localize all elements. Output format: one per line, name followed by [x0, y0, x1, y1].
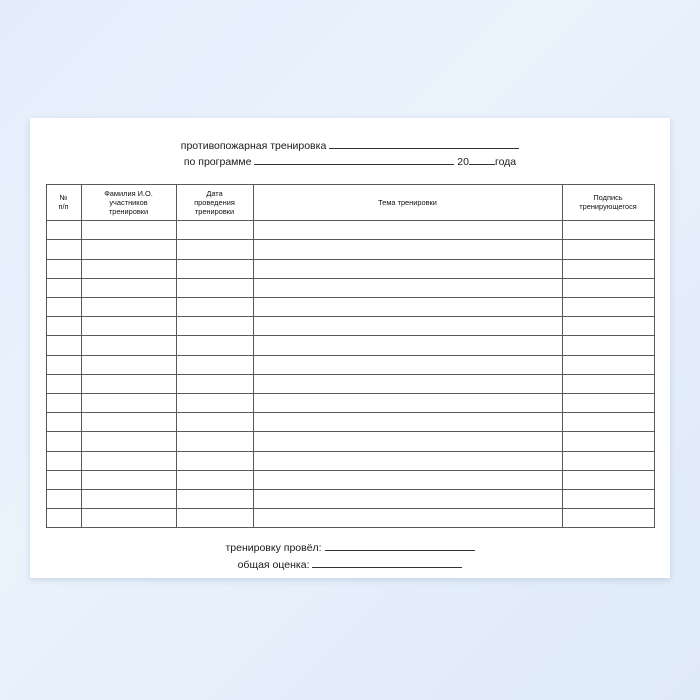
cell-number[interactable] [46, 432, 81, 451]
cell-topic[interactable] [253, 470, 562, 489]
cell-number[interactable] [46, 336, 81, 355]
cell-participant-name[interactable] [81, 317, 176, 336]
cell-topic[interactable] [253, 240, 562, 259]
cell-date[interactable] [176, 221, 253, 240]
cell-topic[interactable] [253, 393, 562, 412]
cell-signature[interactable] [562, 413, 654, 432]
cell-date[interactable] [176, 240, 253, 259]
cell-date[interactable] [176, 374, 253, 393]
cell-date[interactable] [176, 259, 253, 278]
cell-signature[interactable] [562, 451, 654, 470]
cell-topic[interactable] [253, 413, 562, 432]
cell-number[interactable] [46, 240, 81, 259]
cell-date[interactable] [176, 489, 253, 508]
cell-topic[interactable] [253, 278, 562, 297]
cell-topic[interactable] [253, 221, 562, 240]
cell-topic[interactable] [253, 355, 562, 374]
cell-signature[interactable] [562, 221, 654, 240]
cell-number[interactable] [46, 489, 81, 508]
cell-signature[interactable] [562, 509, 654, 528]
cell-number[interactable] [46, 413, 81, 432]
table-row [46, 489, 654, 508]
document-footer [30, 540, 670, 574]
cell-number[interactable] [46, 355, 81, 374]
cell-number[interactable] [46, 278, 81, 297]
footer-overall-grade-label: общая оценка: [237, 559, 310, 572]
table-row [46, 355, 654, 374]
cell-participant-name[interactable] [81, 393, 176, 412]
cell-number[interactable] [46, 374, 81, 393]
table-row [46, 221, 654, 240]
table-row [46, 298, 654, 317]
cell-participant-name[interactable] [81, 298, 176, 317]
cell-topic[interactable] [253, 298, 562, 317]
cell-date[interactable] [176, 278, 253, 297]
cell-signature[interactable] [562, 470, 654, 489]
cell-signature[interactable] [562, 240, 654, 259]
cell-signature[interactable] [562, 336, 654, 355]
cell-topic[interactable] [253, 374, 562, 393]
cell-topic[interactable] [253, 432, 562, 451]
cell-topic[interactable] [253, 489, 562, 508]
table-row [46, 374, 654, 393]
header-year-prefix: 20 [457, 156, 469, 169]
cell-date[interactable] [176, 317, 253, 336]
cell-number[interactable] [46, 298, 81, 317]
header-year-suffix: года [494, 156, 517, 169]
cell-participant-name[interactable] [81, 240, 176, 259]
table-row [46, 413, 654, 432]
cell-participant-name[interactable] [81, 470, 176, 489]
table-row [46, 393, 654, 412]
training-register-table [46, 184, 655, 529]
cell-date[interactable] [176, 393, 253, 412]
table-row [46, 336, 654, 355]
cell-signature[interactable] [562, 432, 654, 451]
cell-number[interactable] [46, 317, 81, 336]
cell-participant-name[interactable] [81, 355, 176, 374]
cell-signature[interactable] [562, 278, 654, 297]
cell-topic[interactable] [253, 451, 562, 470]
table-row [46, 278, 654, 297]
cell-number[interactable] [46, 259, 81, 278]
cell-topic[interactable] [253, 317, 562, 336]
table-header-row [46, 184, 654, 221]
cell-participant-name[interactable] [81, 413, 176, 432]
footer-overall-grade-line [30, 557, 670, 574]
document-header [30, 118, 670, 171]
header-program-line [30, 154, 670, 170]
cell-date[interactable] [176, 298, 253, 317]
column-header-topic: Тема тренировки [253, 184, 562, 221]
table-row [46, 509, 654, 528]
cell-signature[interactable] [562, 317, 654, 336]
cell-participant-name[interactable] [81, 259, 176, 278]
footer-conducted-by-blank[interactable] [325, 550, 475, 551]
cell-number[interactable] [46, 451, 81, 470]
cell-participant-name[interactable] [81, 489, 176, 508]
table-row [46, 317, 654, 336]
table-row [46, 432, 654, 451]
header-title-line [30, 138, 670, 154]
cell-date[interactable] [176, 355, 253, 374]
footer-conducted-by-line [30, 540, 670, 557]
cell-participant-name[interactable] [81, 509, 176, 528]
column-header-number: № п/п [46, 184, 81, 221]
column-header-participant-name: Фамилия И.О. участников тренировки [81, 184, 176, 221]
header-title-text: противопожарная тренировка [180, 140, 327, 152]
cell-date[interactable] [176, 509, 253, 528]
cell-date[interactable] [176, 413, 253, 432]
cell-signature[interactable] [562, 489, 654, 508]
cell-number[interactable] [46, 509, 81, 528]
cell-signature[interactable] [562, 393, 654, 412]
table-row [46, 451, 654, 470]
cell-participant-name[interactable] [81, 221, 176, 240]
cell-topic[interactable] [253, 336, 562, 355]
cell-signature[interactable] [562, 374, 654, 393]
table-body [46, 221, 654, 528]
cell-participant-name[interactable] [81, 432, 176, 451]
header-program-blank[interactable] [254, 164, 454, 165]
column-header-signature: Подпись тренирующегося [562, 184, 654, 221]
cell-date[interactable] [176, 451, 253, 470]
cell-signature[interactable] [562, 259, 654, 278]
header-year-blank[interactable] [469, 164, 495, 165]
cell-signature[interactable] [562, 355, 654, 374]
cell-date[interactable] [176, 470, 253, 489]
cell-number[interactable] [46, 221, 81, 240]
column-header-date: Дата проведения тренировки [176, 184, 253, 221]
cell-participant-name[interactable] [81, 278, 176, 297]
cell-topic[interactable] [253, 259, 562, 278]
table-row [46, 240, 654, 259]
cell-participant-name[interactable] [81, 374, 176, 393]
table-row [46, 470, 654, 489]
footer-overall-grade-blank[interactable] [312, 567, 462, 568]
cell-signature[interactable] [562, 298, 654, 317]
document-sheet [30, 118, 670, 578]
cell-number[interactable] [46, 470, 81, 489]
header-title-blank[interactable] [329, 148, 519, 149]
cell-participant-name[interactable] [81, 336, 176, 355]
cell-date[interactable] [176, 336, 253, 355]
table-row [46, 259, 654, 278]
cell-number[interactable] [46, 393, 81, 412]
footer-conducted-by-label: тренировку провёл: [225, 542, 322, 555]
cell-participant-name[interactable] [81, 451, 176, 470]
cell-date[interactable] [176, 432, 253, 451]
header-program-label: по программе [183, 156, 252, 169]
cell-topic[interactable] [253, 509, 562, 528]
